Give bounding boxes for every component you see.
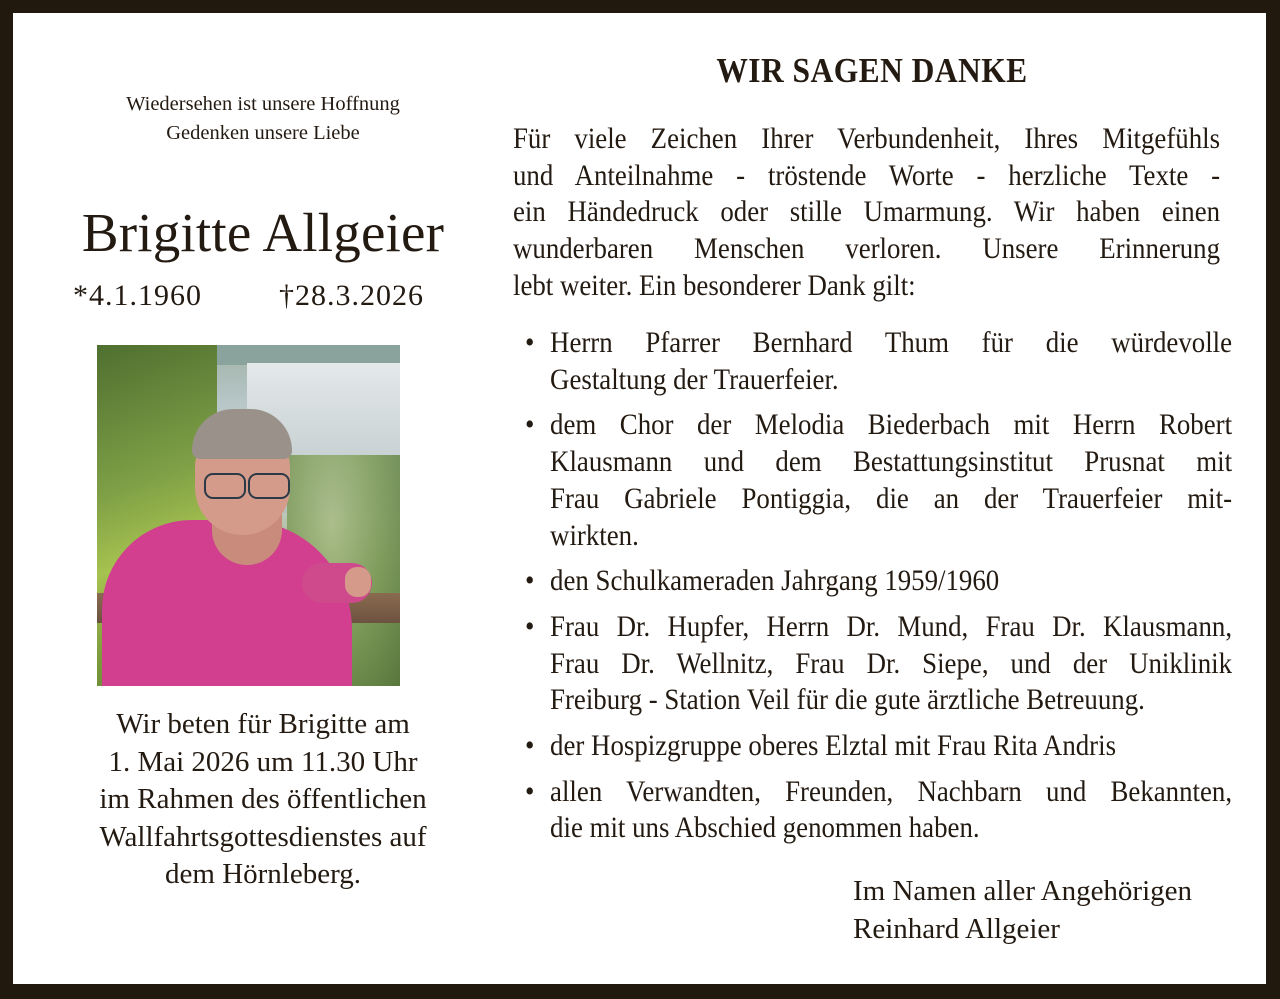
motto-line: Gedenken unsere Liebe: [166, 122, 360, 144]
thanks-list: [525, 325, 1232, 856]
death-date: †28.3.2026: [279, 279, 424, 312]
list-item-line: den Schulkameraden Jahrgang 1959/1960: [550, 564, 1000, 598]
list-item-line: allen Verwandten, Freunden, Nachbarn und Bekannten,: [550, 774, 1233, 808]
bullet-icon: •: [525, 609, 535, 643]
list-item-line: Gestaltung der Trauerfeier.: [550, 362, 839, 396]
intro-line: ein Händedruck oder stille Umarmung. Wir haben einen: [513, 195, 1221, 229]
memorial-service-notice: [53, 706, 473, 894]
list-item: [525, 563, 1232, 600]
left-column: [53, 13, 473, 984]
list-item-line: Frau Dr. Wellnitz, Frau Dr. Siepe, und der Uniklinik: [550, 646, 1233, 680]
prayer-line: Wir beten für Brigitte am: [116, 708, 410, 740]
right-column: [513, 13, 1233, 984]
obituary-card: [13, 13, 1266, 984]
bullet-icon: •: [525, 326, 535, 359]
list-item-line: Freiburg - Station Veil für die gute ärztliche Betreuung.: [550, 683, 1145, 717]
list-item-line: wirkten.: [550, 518, 639, 552]
intro-line: Für viele Zeichen Ihrer Verbundenheit, Ihres Mitgefühls: [513, 122, 1221, 155]
photo-hills: [217, 345, 400, 365]
bullet-icon: •: [525, 408, 535, 442]
list-item: [525, 609, 1232, 719]
list-item-line: dem Chor der Melodia Biederbach mit Herrn Robert: [550, 408, 1233, 442]
list-item-line: Herrn Pfarrer Bernhard Thum für die würdevolle: [550, 326, 1233, 359]
glasses-icon: [204, 473, 290, 497]
signatory-name: Reinhard Allgeier: [853, 912, 1060, 945]
list-item-line: Frau Dr. Hupfer, Herrn Dr. Mund, Frau Dr. Klausmann,: [550, 609, 1233, 643]
list-item-line: der Hospizgruppe oberes Elztal mit Frau Rita Andris: [550, 729, 1117, 763]
bullet-icon: •: [525, 729, 535, 763]
list-item: [525, 407, 1232, 554]
bullet-icon: •: [525, 564, 535, 598]
signature-line: Im Namen aller Angehörigen: [853, 875, 1193, 907]
deceased-name: Brigitte Allgeier: [81, 202, 445, 263]
bullet-icon: •: [525, 774, 535, 808]
intro-paragraph: [513, 121, 1220, 305]
intro-line: lebt weiter. Ein besonderer Dank gilt:: [513, 268, 916, 302]
prayer-line: 1. Mai 2026 um 11.30 Uhr: [108, 745, 418, 778]
motto: [53, 90, 473, 148]
photo-hand: [345, 567, 371, 597]
prayer-line: Wallfahrtsgottesdienstes auf: [99, 820, 427, 853]
signature: [853, 873, 1192, 948]
portrait-photo: [97, 345, 400, 686]
birth-date: *4.1.1960: [73, 279, 202, 312]
prayer-line: im Rahmen des öffentlichen: [99, 783, 427, 815]
list-item-line: Frau Gabriele Pontiggia, die an der Trauerfeier mit-: [550, 481, 1233, 515]
prayer-line: dem Hörnleberg.: [165, 858, 361, 890]
list-item-line: die mit uns Abschied genommen haben.: [550, 811, 980, 845]
motto-line: Wiedersehen ist unsere Hoffnung: [126, 93, 400, 115]
list-item: [525, 728, 1232, 765]
list-item: [525, 325, 1232, 398]
list-item: [525, 774, 1232, 847]
intro-line: und Anteilnahme - tröstende Worte - herzliche Texte -: [513, 158, 1221, 192]
page-title: WIR SAGEN DANKE: [716, 51, 1028, 90]
list-item-line: Klausmann und dem Bestattungsinstitut Prusnat mit: [550, 445, 1233, 479]
intro-line: wunderbaren Menschen verloren. Unsere Erinnerung: [513, 232, 1221, 266]
